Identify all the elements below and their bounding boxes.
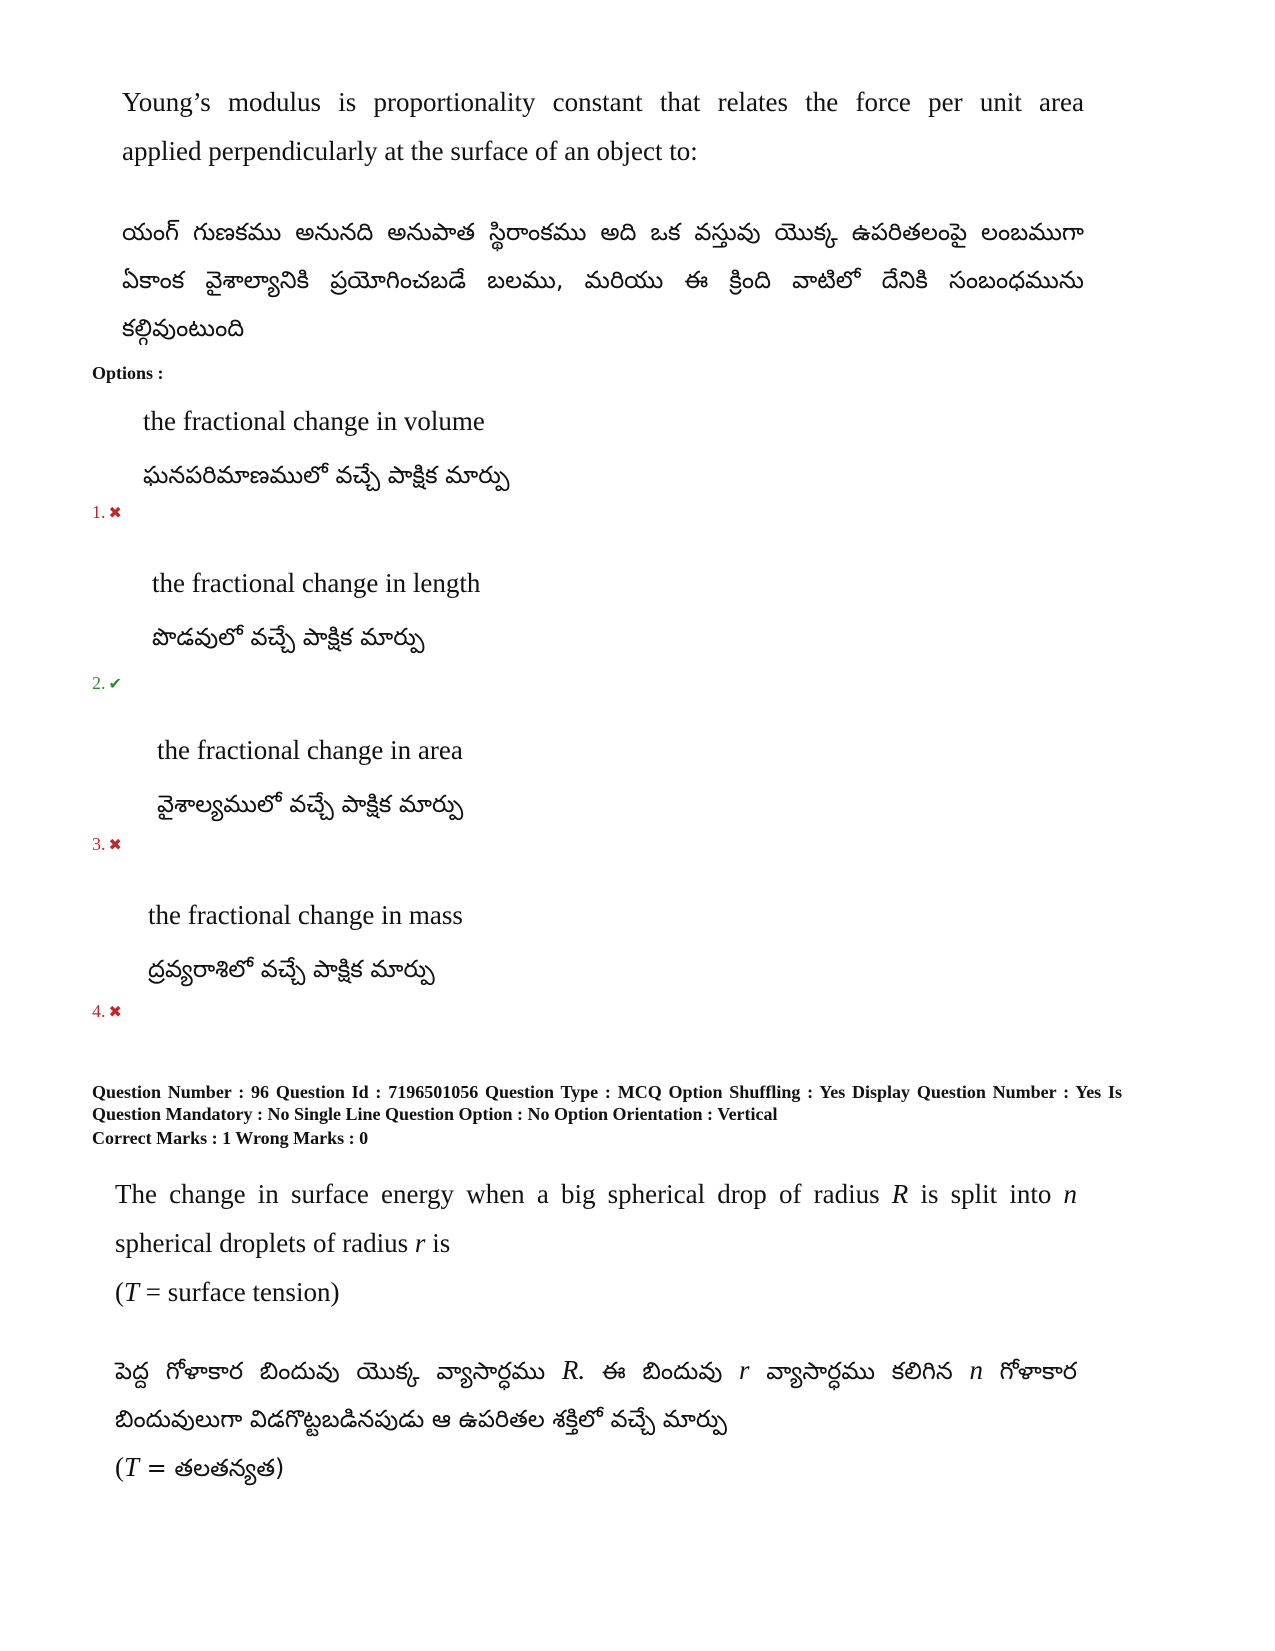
question-96-text-te-line2: బిందువులుగా విడగొట్టబడినపుడు ఆ ఉపరితల శక్తిలో వచ్చే మార్పు xyxy=(115,1405,728,1433)
option-3-text-te: వైశాల్యములో వచ్చే పాక్షిక మార్పు xyxy=(157,790,464,818)
option-1 xyxy=(143,405,843,491)
option-4-label: 4. xyxy=(92,1001,106,1021)
option-4-number xyxy=(92,1001,122,1023)
options-label: Options : xyxy=(92,363,164,383)
option-1-text-te: ఘనపరిమాణములో వచ్చే పాక్షిక మార్పు xyxy=(143,461,510,489)
question-96-meta-line1: Question Number : 96 Question Id : 7196501056 Question Type : MCQ Option Shuffling : Yes Display Question Number : Yes Is xyxy=(92,1082,1122,1102)
question-96-text-en-line3: (T = surface tension) xyxy=(115,1277,340,1307)
question-text-en-line2: applied perpendicularly at the surface of an object to: xyxy=(122,136,698,166)
option-3-label: 3. xyxy=(92,834,106,854)
question-96-text-en-line2: spherical droplets of radius r is xyxy=(115,1228,451,1258)
wrong-mark-icon: ✖ xyxy=(108,837,122,854)
option-1-text-en: the fractional change in volume xyxy=(143,406,485,436)
question-96-text-en xyxy=(115,1170,1077,1317)
option-2-label: 2. xyxy=(92,673,106,693)
option-4 xyxy=(148,899,848,985)
wrong-mark-icon: ✖ xyxy=(108,505,122,522)
option-2-text-te: పొడవులో వచ్చే పాక్షిక మార్పు xyxy=(152,623,425,651)
question-96-text-en-line1: The change in surface energy when a big spherical drop of radius R is split into n xyxy=(115,1179,1077,1209)
option-4-text-te: ద్రవ్యరాశిలో వచ్చే పాక్షిక మార్పు xyxy=(148,955,435,983)
question-text-en-line1: Young’s modulus is proportionality constant that relates the force per unit area xyxy=(122,87,1084,117)
question-96-text-te xyxy=(115,1346,1077,1492)
question-96-text-te-line1: పెద్ద గోళాకార బిందువు యొక్క వ్యాసార్ధము R. ఈ బిందువు r వ్యాసార్ధము కలిగిన n గోళాకార xyxy=(115,1355,1078,1385)
option-1-number xyxy=(92,502,122,524)
option-2 xyxy=(152,567,852,653)
check-mark-icon: ✔ xyxy=(108,676,122,693)
option-2-number xyxy=(92,673,122,695)
option-3-text-en: the fractional change in area xyxy=(157,735,463,765)
question-text-en xyxy=(122,78,1084,176)
question-96-text-te-line3: (T = తలతన్యత) xyxy=(115,1452,285,1482)
wrong-mark-icon: ✖ xyxy=(108,1004,122,1021)
option-3-number xyxy=(92,834,122,856)
question-96-meta-line2: Question Mandatory : No Single Line Question Option : No Option Orientation : Vertical xyxy=(92,1104,778,1124)
question-text-te: యంగ్ గుణకము అనునది అనుపాత స్థిరాంకము అది ఒక వస్తువు యొక్క ఉపరితలంపై లంబముగా ఏకాంక వైశాల్యానికి ప్రయోగించబడే బలము, మరియు ఈ క్రింది వాటిలో దేనికి సంబంధమును కల్గివుంటుంది xyxy=(122,218,1084,342)
question-96-marks: Correct Marks : 1 Wrong Marks : 0 xyxy=(92,1128,369,1148)
question-96-meta xyxy=(92,1081,1122,1125)
option-3 xyxy=(157,734,857,820)
option-1-label: 1. xyxy=(92,502,106,522)
option-2-text-en: the fractional change in length xyxy=(152,568,481,598)
option-4-text-en: the fractional change in mass xyxy=(148,900,463,930)
